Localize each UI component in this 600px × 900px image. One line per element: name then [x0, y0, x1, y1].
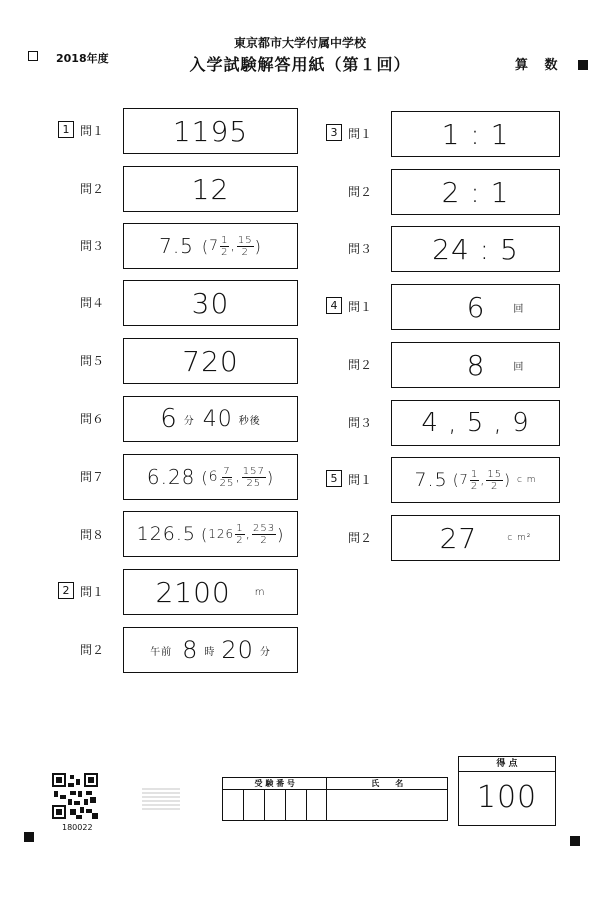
exam-year: 2018年度	[56, 52, 109, 65]
answer-box	[123, 108, 298, 154]
score-value: 100	[476, 780, 538, 815]
unit-label: c m	[516, 475, 537, 485]
answer-value: 7.5	[159, 234, 194, 258]
answer-seconds: 40	[202, 406, 233, 432]
section-number: 2	[58, 582, 74, 599]
qr-code	[52, 773, 98, 819]
section-number: 4	[326, 297, 342, 314]
question-label: 問３	[348, 242, 373, 256]
faint-stamp	[142, 786, 180, 810]
corner-mark	[24, 832, 34, 842]
question-label: 問１	[348, 300, 373, 314]
answer-value: 1 : 1	[441, 117, 510, 151]
exam-number-cell[interactable]	[223, 790, 244, 821]
score-label: 得 点	[459, 757, 555, 772]
mixed-whole: 7	[209, 238, 220, 254]
exam-number-cell[interactable]	[264, 790, 285, 821]
name-cell[interactable]	[327, 790, 448, 821]
answer-box	[123, 280, 298, 326]
school-name: 東京都市大学付属中学校	[233, 36, 366, 50]
fraction: $\frac{1}{2}$	[470, 468, 479, 492]
question-label: 問２	[80, 182, 105, 196]
answer-box	[391, 342, 560, 388]
question-label: 問２	[348, 185, 373, 199]
section-number: 3	[326, 124, 342, 141]
score-box	[458, 756, 556, 826]
answer-box	[391, 169, 560, 215]
answer-box	[123, 338, 298, 384]
mixed-whole: 6	[208, 469, 219, 485]
answer-value: 126.5	[136, 523, 197, 545]
question-label: 問２	[348, 531, 373, 545]
answer-box	[391, 284, 560, 330]
question-label: 問４	[80, 296, 105, 310]
examinee-info-table	[222, 777, 448, 821]
answer-box: 7.5 ( 7 $\frac{1}{2}$ , $\frac{15}{2}$ )	[123, 223, 298, 269]
answer-value: 8	[466, 348, 486, 382]
exam-number-cell[interactable]	[306, 790, 327, 821]
question-label: 問８	[80, 528, 105, 542]
unit-label: m	[254, 586, 266, 598]
question-label: 問６	[80, 412, 105, 426]
answer-box	[391, 111, 560, 157]
unit-label: 回	[513, 361, 525, 373]
prefix-label: 午前	[150, 646, 173, 658]
question-label: 問１	[348, 127, 373, 141]
answer-box	[123, 396, 298, 442]
answer-value: 7.5	[414, 469, 448, 491]
answer-box	[391, 400, 560, 446]
answer-box	[123, 166, 298, 212]
corner-mark	[570, 836, 580, 846]
unit-label: 時	[204, 646, 216, 658]
unit-label: 分	[183, 415, 195, 427]
answer-box	[123, 627, 298, 673]
answer-hour: 8	[182, 636, 199, 664]
answer-box	[123, 569, 298, 615]
question-label: 問２	[80, 643, 105, 657]
fraction: $\frac{1}{2}$	[221, 234, 229, 258]
fraction: $\frac{1}{2}$	[236, 522, 244, 546]
answer-value: 30	[191, 286, 230, 320]
answer-value: 6.28	[146, 465, 196, 489]
section-number: 1	[58, 121, 74, 138]
answer-value: 4 , 5 , 9	[421, 408, 530, 438]
answer-value: 2100	[155, 575, 231, 609]
mixed-whole: 126	[208, 527, 235, 541]
answer-value: 6	[466, 290, 486, 324]
fraction: $\frac{7}{25}$	[219, 465, 235, 489]
unit-label: 回	[513, 303, 525, 315]
sheet-code: 180022	[62, 823, 93, 832]
fraction: $\frac{253}{2}$	[253, 522, 276, 546]
section-number: 5	[326, 470, 342, 487]
question-label: 問１	[80, 124, 105, 138]
unit-label: c m²	[507, 533, 532, 543]
answer-minutes: 6	[160, 404, 178, 434]
fraction: $\frac{15}{2}$	[237, 234, 253, 258]
answer-box: 6.28 ( 6 $\frac{7}{25}$ , $\frac{157}{25}$ )	[123, 454, 298, 500]
unit-label: 分	[259, 646, 271, 658]
answer-value: 27	[439, 521, 478, 555]
fraction: $\frac{15}{2}$	[487, 468, 503, 492]
answer-box	[391, 226, 560, 272]
answer-value: 2 : 1	[441, 175, 510, 209]
answer-value: 720	[182, 344, 239, 378]
sheet-title: 入学試験解答用紙（第１回）	[189, 55, 411, 74]
answer-value: 1195	[172, 114, 249, 148]
question-label: 問７	[80, 470, 105, 484]
question-label: 問２	[348, 358, 373, 372]
question-label: 問１	[348, 473, 373, 487]
answer-box: 126.5 ( 126 $\frac{1}{2}$ , $\frac{253}{2}$ )	[123, 511, 298, 557]
exam-number-cell[interactable]	[285, 790, 306, 821]
answer-minute: 20	[221, 636, 254, 664]
fraction: $\frac{157}{25}$	[242, 465, 265, 489]
question-label: 問１	[80, 585, 105, 599]
answer-value: 24 : 5	[432, 232, 519, 266]
question-label: 問５	[80, 354, 105, 368]
answer-box	[391, 515, 560, 561]
exam-number-label: 受 験 番 号	[223, 778, 327, 790]
answer-value: 12	[191, 172, 230, 206]
answer-box: 7.5 ( 7 $\frac{1}{2}$ , $\frac{15}{2}$ ) c m	[391, 457, 560, 503]
unit-label: 秒後	[238, 415, 261, 427]
mixed-whole: 7	[459, 472, 469, 488]
question-label: 問３	[348, 416, 373, 430]
question-label: 問３	[80, 239, 105, 253]
name-label: 氏 名	[327, 778, 448, 790]
subject-label: 算 数	[515, 58, 564, 73]
exam-number-cell[interactable]	[243, 790, 264, 821]
